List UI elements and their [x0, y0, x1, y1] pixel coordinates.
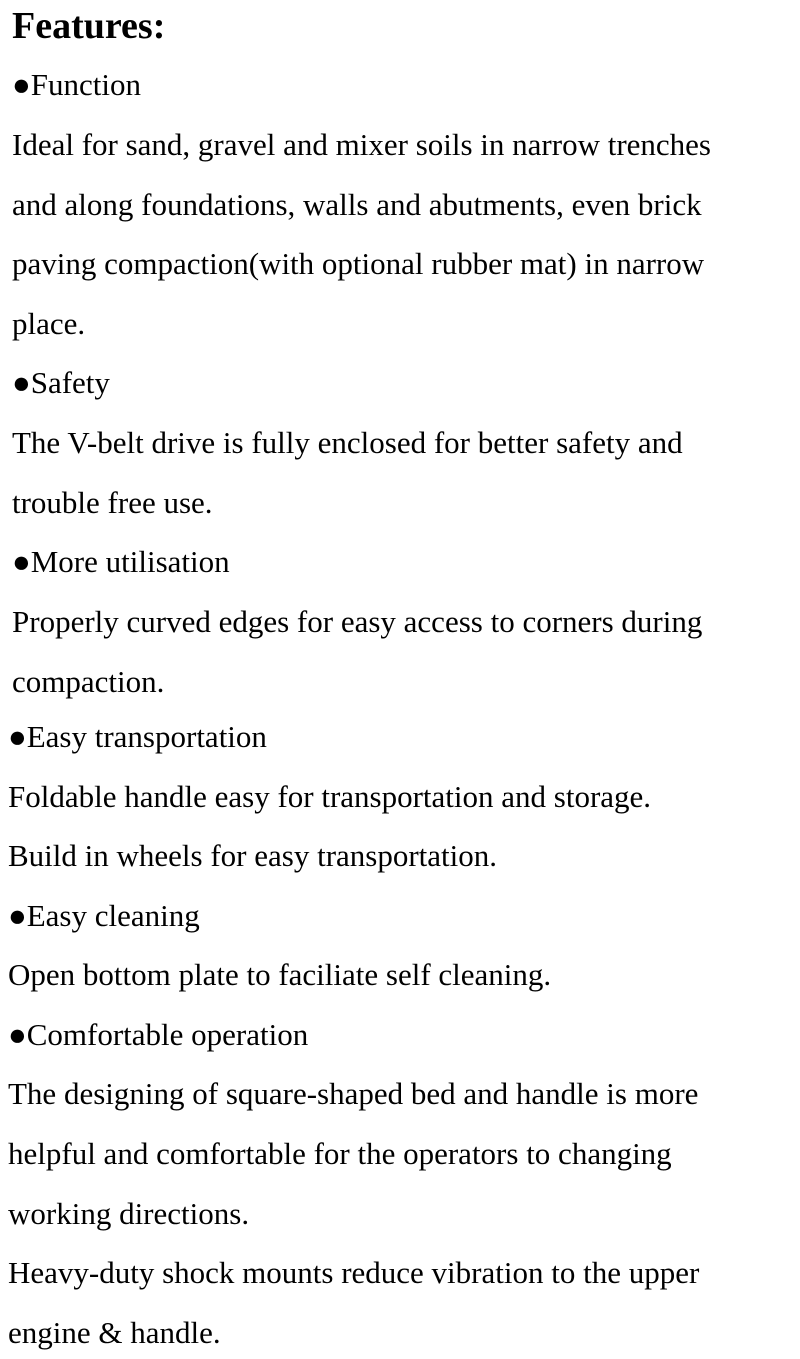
paragraph-line: Properly curved edges for easy access to corners during: [12, 604, 703, 639]
section-heading-more-utilisation: ●More utilisation: [12, 544, 230, 579]
paragraph-line: Build in wheels for easy transportation.: [8, 838, 498, 873]
page-title: Features:: [12, 5, 166, 47]
paragraph-line: Open bottom plate to faciliate self cleaning.: [8, 957, 552, 992]
paragraph-line: place.: [12, 306, 86, 341]
paragraph-line: engine & handle.: [8, 1315, 221, 1350]
section-heading-easy-transportation: ●Easy transportation: [8, 719, 267, 754]
paragraph-line: The V-belt drive is fully enclosed for better safety and: [12, 425, 683, 460]
section-heading-comfortable-operation: ●Comfortable operation: [8, 1017, 309, 1052]
paragraph-line: Ideal for sand, gravel and mixer soils in narrow trenches: [12, 127, 711, 162]
section-heading-easy-cleaning: ●Easy cleaning: [8, 898, 200, 933]
paragraph-line: Heavy-duty shock mounts reduce vibration to the upper: [8, 1255, 700, 1290]
paragraph-line: and along foundations, walls and abutments, even brick: [12, 187, 702, 222]
paragraph-line: helpful and comfortable for the operators to changing: [8, 1136, 672, 1171]
paragraph-line: working directions.: [8, 1196, 250, 1231]
paragraph-line: compaction.: [12, 664, 165, 699]
paragraph-line: Foldable handle easy for transportation and storage.: [8, 779, 652, 814]
paragraph-line: trouble free use.: [12, 485, 213, 520]
section-heading-safety: ●Safety: [12, 365, 110, 400]
paragraph-line: The designing of square-shaped bed and handle is more: [8, 1076, 699, 1111]
paragraph-line: paving compaction(with optional rubber mat) in narrow: [12, 246, 705, 281]
section-heading-function: ●Function: [12, 67, 141, 102]
